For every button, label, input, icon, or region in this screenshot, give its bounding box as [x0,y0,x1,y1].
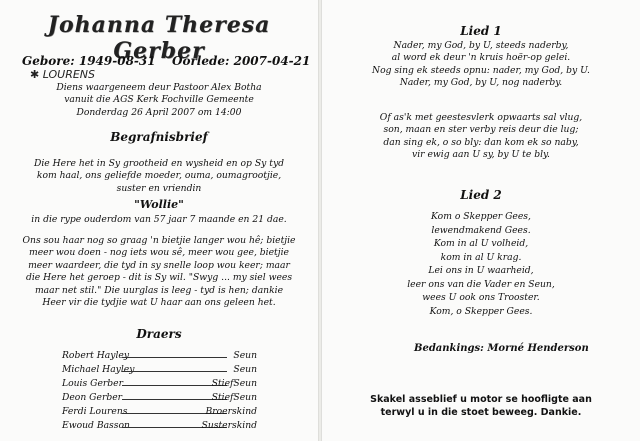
hymn-line: vir ewig aan U sy, by U te bly. [412,149,550,161]
bearer-row [62,350,257,362]
hymn-1-verse-2 [322,112,640,162]
hymn-line: al word ek deur 'n kruis hoër-op gelei. [391,52,571,64]
nickname: "Wollie" [134,198,184,211]
dotted-line [122,371,227,372]
obituary-intro [0,158,318,195]
handwritten-note: ✱ LOURENS [30,68,96,81]
bearer-name: Ewoud Basson [62,420,130,431]
obituary-line: meer wou doen - nog iets wou sê, meer wou gee, bietjie [29,247,289,259]
hymn-line: wees U ook ons Trooster. [422,292,540,303]
bearer-relation: StiefSeun [211,392,257,403]
hymn-line: Kom o Skepper Gees, [431,211,531,222]
obituary-line: Die Here het in Sy grootheid en wysheid en op Sy tyd [33,158,285,169]
service-details [0,82,318,119]
hymn-1-heading: Lied 1 [460,24,502,38]
hymn-line: son, maan en ster verby reis deur die lug; [383,124,579,136]
hymn-line: Nader, my God, by U, steeds naderby, [393,40,569,51]
service-line: Diens waargeneem deur Pastoor Alex Botha [56,82,262,93]
bearer-row [62,364,257,376]
bearer-relation: Seun [233,364,257,375]
hymn-line: Lei ons in U waarheid, [428,265,534,276]
bearers-heading: Draers [136,327,182,341]
obituary-heading: Begrafnisbrief [110,130,208,144]
bearer-relation: Broerskind [205,406,257,417]
bearer-name: Ferdi Lourens [62,406,128,417]
bearer-relation: Seun [233,350,257,361]
procession-notice [322,393,640,419]
bearer-row [62,406,257,418]
hymn-line: dan sing ek, o so bly: dan kom ek so naby, [383,136,579,148]
notice-line: Skakel asseblief u motor se hoofligte aan [370,394,592,405]
obituary-line: maar net stil." Die uurglas is leeg - tyd is hen; dankie [34,284,284,296]
hymn-line: kom in al U krag. [440,251,522,263]
bearer-name: Louis Gerber [62,378,124,389]
age-line: in die rype ouderdom van 57 jaar 7 maande en 21 dae. [31,214,287,225]
hymn-2-verse [322,210,640,318]
hymn-line: Kom, o Skepper Gees. [429,305,533,317]
death-date: Oorlede: 2007-04-21 [172,54,311,68]
hymn-line: Nog sing ek steeds opnu: nader, my God, by U. [372,64,590,76]
obituary-line: meer waardeer, die tyd in sy snelle loop wou keer; maar [28,259,290,271]
obituary-line: kom haal, ons geliefde moeder, ouma, oumagrootjie, [36,170,282,182]
hymn-line: Of as'k met geestesvlerk opwaarts sal vlug, [379,112,583,123]
bearer-name: Robert Hayley [62,350,130,361]
bearer-relation: StiefSeun [211,378,257,389]
hymn-line: leer ons van die Vader en Seun, [407,278,555,290]
deceased-name-title: Johanna Theresa Gerber [47,12,271,64]
service-line: vanuit die AGS Kerk Fochville Gemeente [64,94,254,106]
hymn-1-verse-1 [322,40,640,90]
obituary-body [0,235,318,309]
right-page [322,0,640,441]
bearer-name: Deon Gerber [62,392,123,403]
dotted-line [122,357,227,358]
obituary-line: suster en vriendin [116,182,202,194]
bearer-name: Michael Hayley [62,364,135,375]
bearer-row [62,378,257,390]
hymn-2-heading: Lied 2 [460,188,502,202]
obituary-line: die Here het geroep - dit is Sy wil. "Swyg ... my siel wees [25,272,293,284]
bearer-row [62,392,257,404]
birth-date: Gebore: 1949-08-31 [22,54,156,68]
service-line: Donderdag 26 April 2007 om 14:00 [76,106,242,118]
hymn-line: Kom in al U volheid, [433,238,529,249]
bearer-relation: Susterskind [201,420,257,431]
hymn-line: Nader, my God, by U, nog naderby. [399,77,563,89]
hymn-line: lewendmakend Gees. [431,224,531,236]
notice-line: terwyl u in die stoet beweeg. Dankie. [380,407,582,418]
acknowledgements: Bedankings: Morné Henderson [414,343,589,354]
obituary-line: Ons sou haar nog so graag 'n bietjie langer wou hê; bietjie [22,235,296,246]
obituary-line: Heer vir die tydjie wat U haar aan ons geleen het. [42,297,276,309]
left-page [0,0,318,441]
bearer-row [62,420,257,432]
